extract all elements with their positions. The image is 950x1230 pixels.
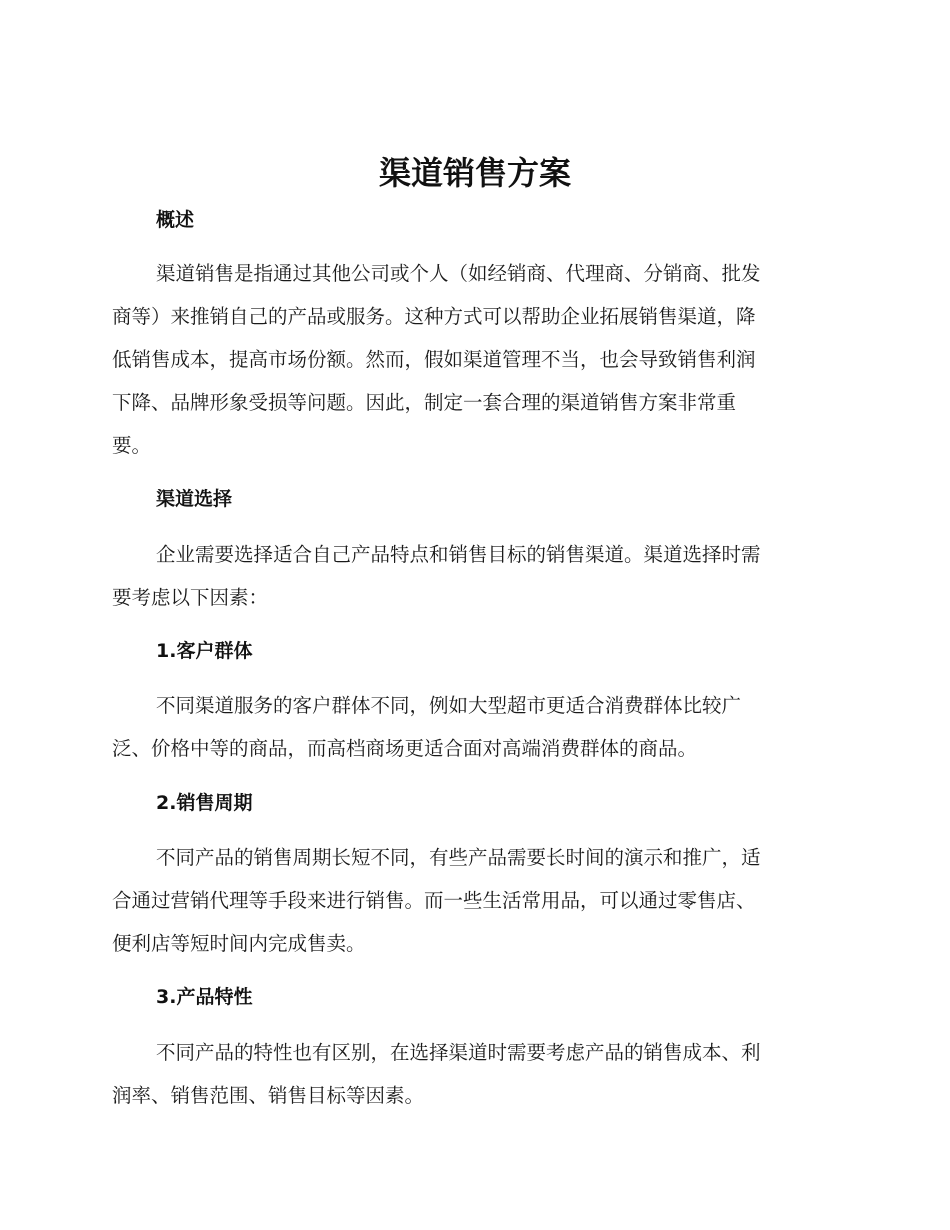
paragraph-line: 不同产品的销售周期长短不同，有些产品需要长时间的演示和推广，适	[156, 846, 761, 869]
section-heading-channel-selection: 渠道选择	[156, 488, 233, 510]
section-heading-customer-group: 1.客户群体	[156, 640, 253, 662]
section-heading-overview: 概述	[156, 209, 195, 231]
document-title: 渠道销售方案	[378, 154, 571, 192]
section-paragraph-customer-group	[112, 684, 834, 770]
section-paragraph-product-features	[112, 1031, 834, 1117]
paragraph-line: 低销售成本，提高市场份额。然而，假如渠道管理不当，也会导致销售利润	[112, 348, 756, 371]
paragraph-line: 泛、价格中等的商品，而高档商场更适合面对高端消费群体的商品。	[112, 737, 698, 760]
section-paragraph-sales-cycle	[112, 836, 834, 965]
section-paragraph-overview	[112, 252, 834, 467]
paragraph-line: 要。	[112, 434, 152, 457]
paragraph-line: 要考虑以下因素：	[112, 586, 269, 609]
paragraph-line: 不同渠道服务的客户群体不同，例如大型超市更适合消费群体比较广	[156, 694, 742, 717]
paragraph-line: 合通过营销代理等手段来进行销售。而一些生活常用品，可以通过零售店、	[112, 889, 756, 912]
section-heading-product-features: 3.产品特性	[156, 986, 253, 1008]
paragraph-line: 润率、销售范围、销售目标等因素。	[112, 1084, 425, 1107]
paragraph-line: 下降、品牌形象受损等问题。因此，制定一套合理的渠道销售方案非常重	[112, 391, 737, 414]
section-paragraph-channel-selection	[112, 533, 834, 619]
paragraph-line: 便利店等短时间内完成售卖。	[112, 932, 366, 955]
paragraph-line: 企业需要选择适合自己产品特点和销售目标的销售渠道。渠道选择时需	[156, 543, 761, 566]
paragraph-line: 渠道销售是指通过其他公司或个人（如经销商、代理商、分销商、批发	[156, 262, 761, 285]
section-heading-sales-cycle: 2.销售周期	[156, 792, 253, 814]
paragraph-line: 不同产品的特性也有区别，在选择渠道时需要考虑产品的销售成本、利	[156, 1041, 761, 1064]
paragraph-line: 商等）来推销自己的产品或服务。这种方式可以帮助企业拓展销售渠道，降	[112, 305, 756, 328]
